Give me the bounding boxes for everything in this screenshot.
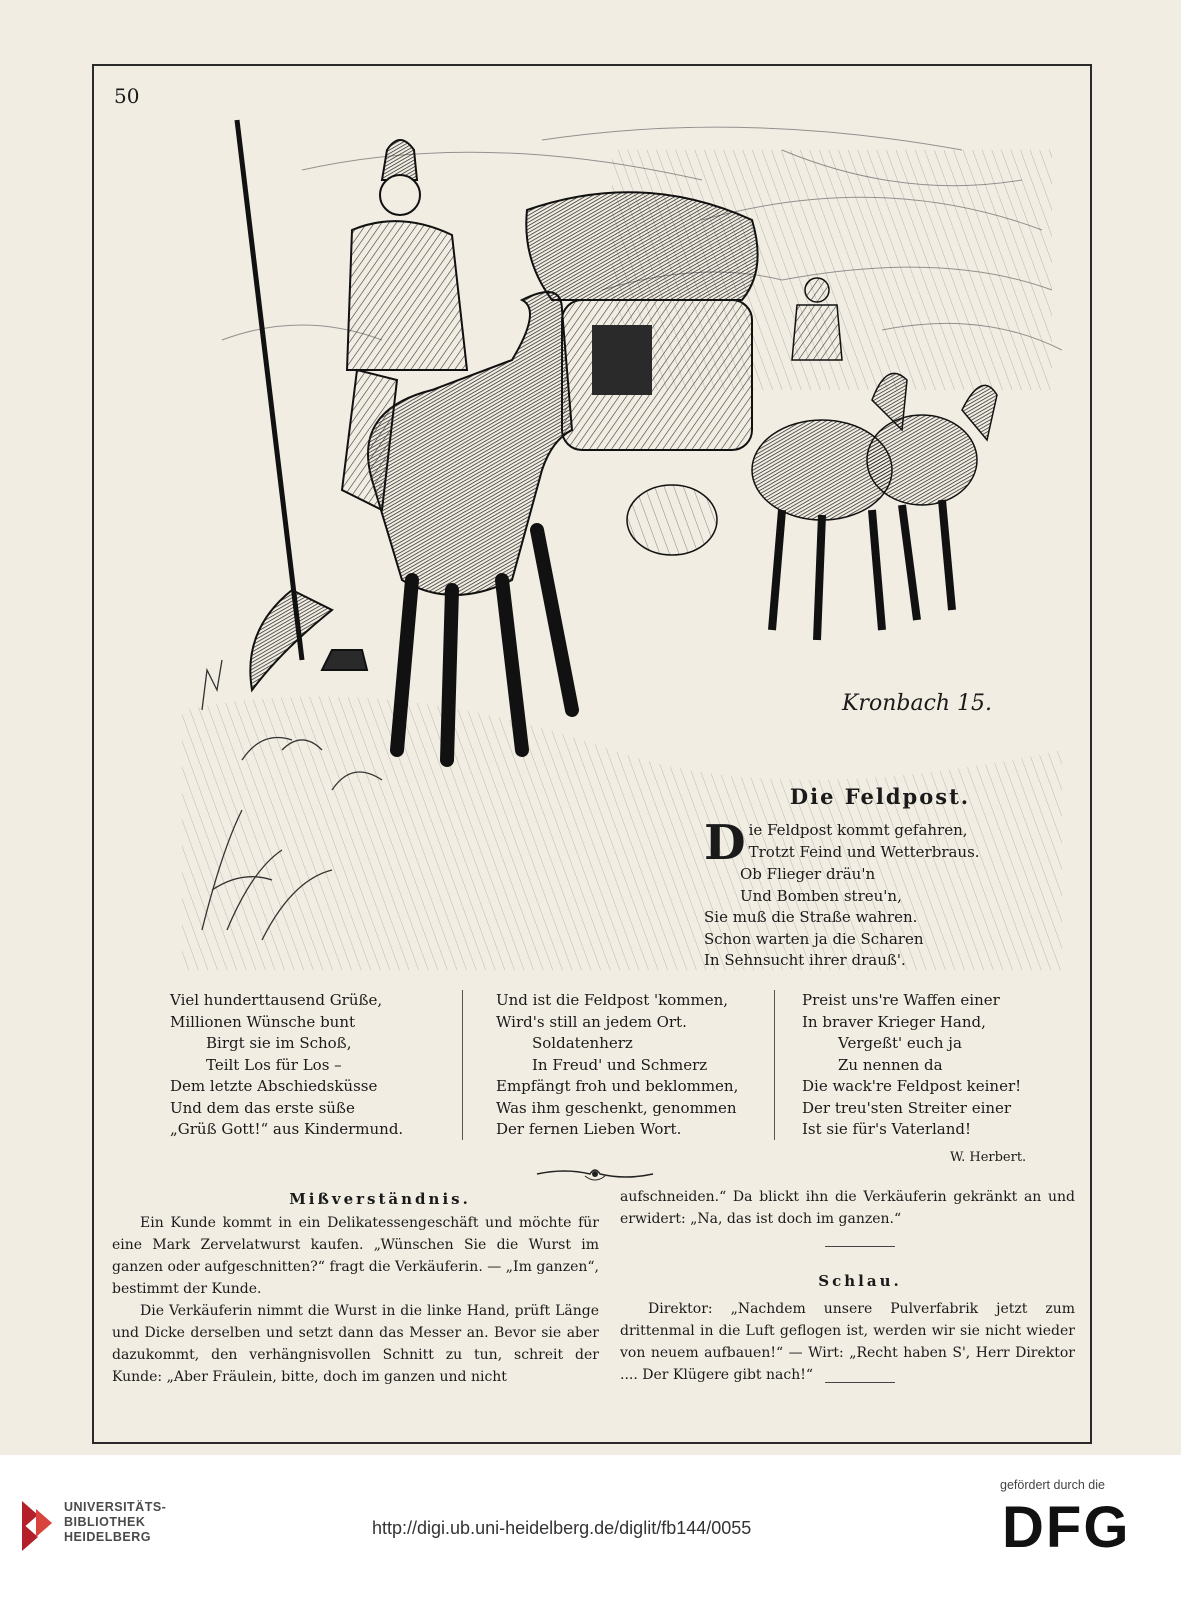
lance: [237, 120, 302, 660]
poem-line: Was ihm geschenkt, genommen: [496, 1098, 737, 1117]
poem-line: Und ist die Feldpost 'kommen,: [496, 991, 728, 1009]
institution-name: UNIVERSITÄTS- BIBLIOTHEK HEIDELBERG: [64, 1500, 167, 1544]
poem-line: Sie muß die Straße wahren.: [704, 908, 918, 926]
poem-line: Millionen Wünsche bunt: [170, 1012, 356, 1031]
poem-line: Der fernen Lieben Wort.: [496, 1120, 682, 1138]
section-divider: [825, 1246, 895, 1247]
poem-stanza-1: [170, 990, 403, 1141]
poem-line: „Grüß Gott!“ aus Kindermund.: [170, 1120, 404, 1138]
article-title: Mißverständnis.: [289, 1190, 471, 1208]
poem-intro-stanza: [704, 815, 980, 972]
poem-line: Vergeßt' euch ja: [838, 1034, 962, 1052]
poem-line: Die wack're Feldpost keiner!: [802, 1077, 1022, 1095]
poem-line: Und dem das erste süße: [170, 1098, 355, 1117]
poem-line: ie Feldpost kommt gefahren,: [748, 821, 968, 839]
article-paragraph: Ein Kunde kommt in ein Delikatessengeschäft und möchte für eine Mark Zervelatwurst kaufen. „Wünschen Sie die Wurst im ganzen oder aufgeschnitten?“ fragt die Verkäuferin. — „Im ganzen“, bestimmt der Kunde.: [112, 1215, 599, 1297]
poem-line: Der treu'sten Streiter einer: [802, 1098, 1012, 1117]
poem-author: W. Herbert.: [950, 1150, 1027, 1165]
poem-line: In Freud' und Schmerz: [532, 1055, 708, 1074]
poem-line: Soldatenherz: [532, 1034, 633, 1052]
article-title: Schlau.: [818, 1272, 902, 1290]
ornament-divider: [535, 1162, 655, 1186]
poem-line: Zu nennen da: [838, 1055, 943, 1074]
poem-line: Dem letzte Abschiedsküsse: [170, 1077, 378, 1095]
funded-by-label: gefördert durch die: [1000, 1478, 1105, 1492]
poem-line: In braver Krieger Hand,: [802, 1012, 986, 1031]
artist-signature: Kronbach 15.: [842, 691, 993, 716]
poem-line: Ist sie für's Vaterland!: [802, 1120, 972, 1138]
article-body: [112, 1212, 599, 1388]
poem-line: Und Bomben streu'n,: [740, 886, 902, 905]
dfg-logo: DFG: [1002, 1495, 1131, 1560]
university-library-logo-icon: [18, 1495, 56, 1557]
poem-title: Die Feldpost.: [789, 784, 971, 809]
source-url-link[interactable]: http://digi.ub.uni-heidelberg.de/diglit/fb144/0055: [372, 1518, 752, 1538]
section-divider: [825, 1382, 895, 1383]
dropcap: D: [704, 815, 746, 871]
poem-line: Birgt sie im Schoß,: [206, 1034, 352, 1052]
poem-stanza-3: [802, 990, 1021, 1141]
poem-stanza-2: [496, 990, 738, 1141]
column-divider: [774, 990, 775, 1140]
poem-line: In Sehnsucht ihrer drauß'.: [704, 951, 906, 969]
poem-line: Wird's still an jedem Ort.: [496, 1012, 687, 1031]
article-continuation: aufschneiden.“ Da blickt ihn die Verkäuferin gekränkt an und erwidert: „Na, das ist doch im ganzen.“: [620, 1189, 1075, 1227]
poem-line: Ob Flieger dräu'n: [740, 865, 876, 883]
article-body: Direktor: „Nachdem unsere Pulverfabrik jetzt zum drittenmal in die Luft geflogen ist, werden wir sie nicht wieder von neuem aufbauen!“ — Wirt: „Recht haben S', Herr Direktor .... Der Klügere gibt nach!“: [620, 1301, 1075, 1383]
poem-line: Teilt Los für Los –: [206, 1055, 342, 1074]
poem-line: Preist uns're Waffen einer: [802, 991, 1000, 1009]
poem-line: Schon warten ja die Scharen: [704, 929, 924, 948]
poem-line: Empfängt froh und beklommen,: [496, 1077, 739, 1095]
poem-line: Trotzt Feind und Wetterbraus.: [748, 842, 980, 861]
page-number: 50: [114, 84, 140, 108]
column-divider: [462, 990, 463, 1140]
article-paragraph: Die Verkäuferin nimmt die Wurst in die linke Hand, prüft Länge und Dicke derselben und setzt dann das Messer an. Bevor sie aber dazukommt, den verhängnisvollen Schnitt zu tun, schreit der Kunde: „Aber Fräulein, bitte, doch im ganzen und nicht: [112, 1303, 599, 1385]
poem-line: Viel hunderttausend Grüße,: [170, 991, 383, 1009]
